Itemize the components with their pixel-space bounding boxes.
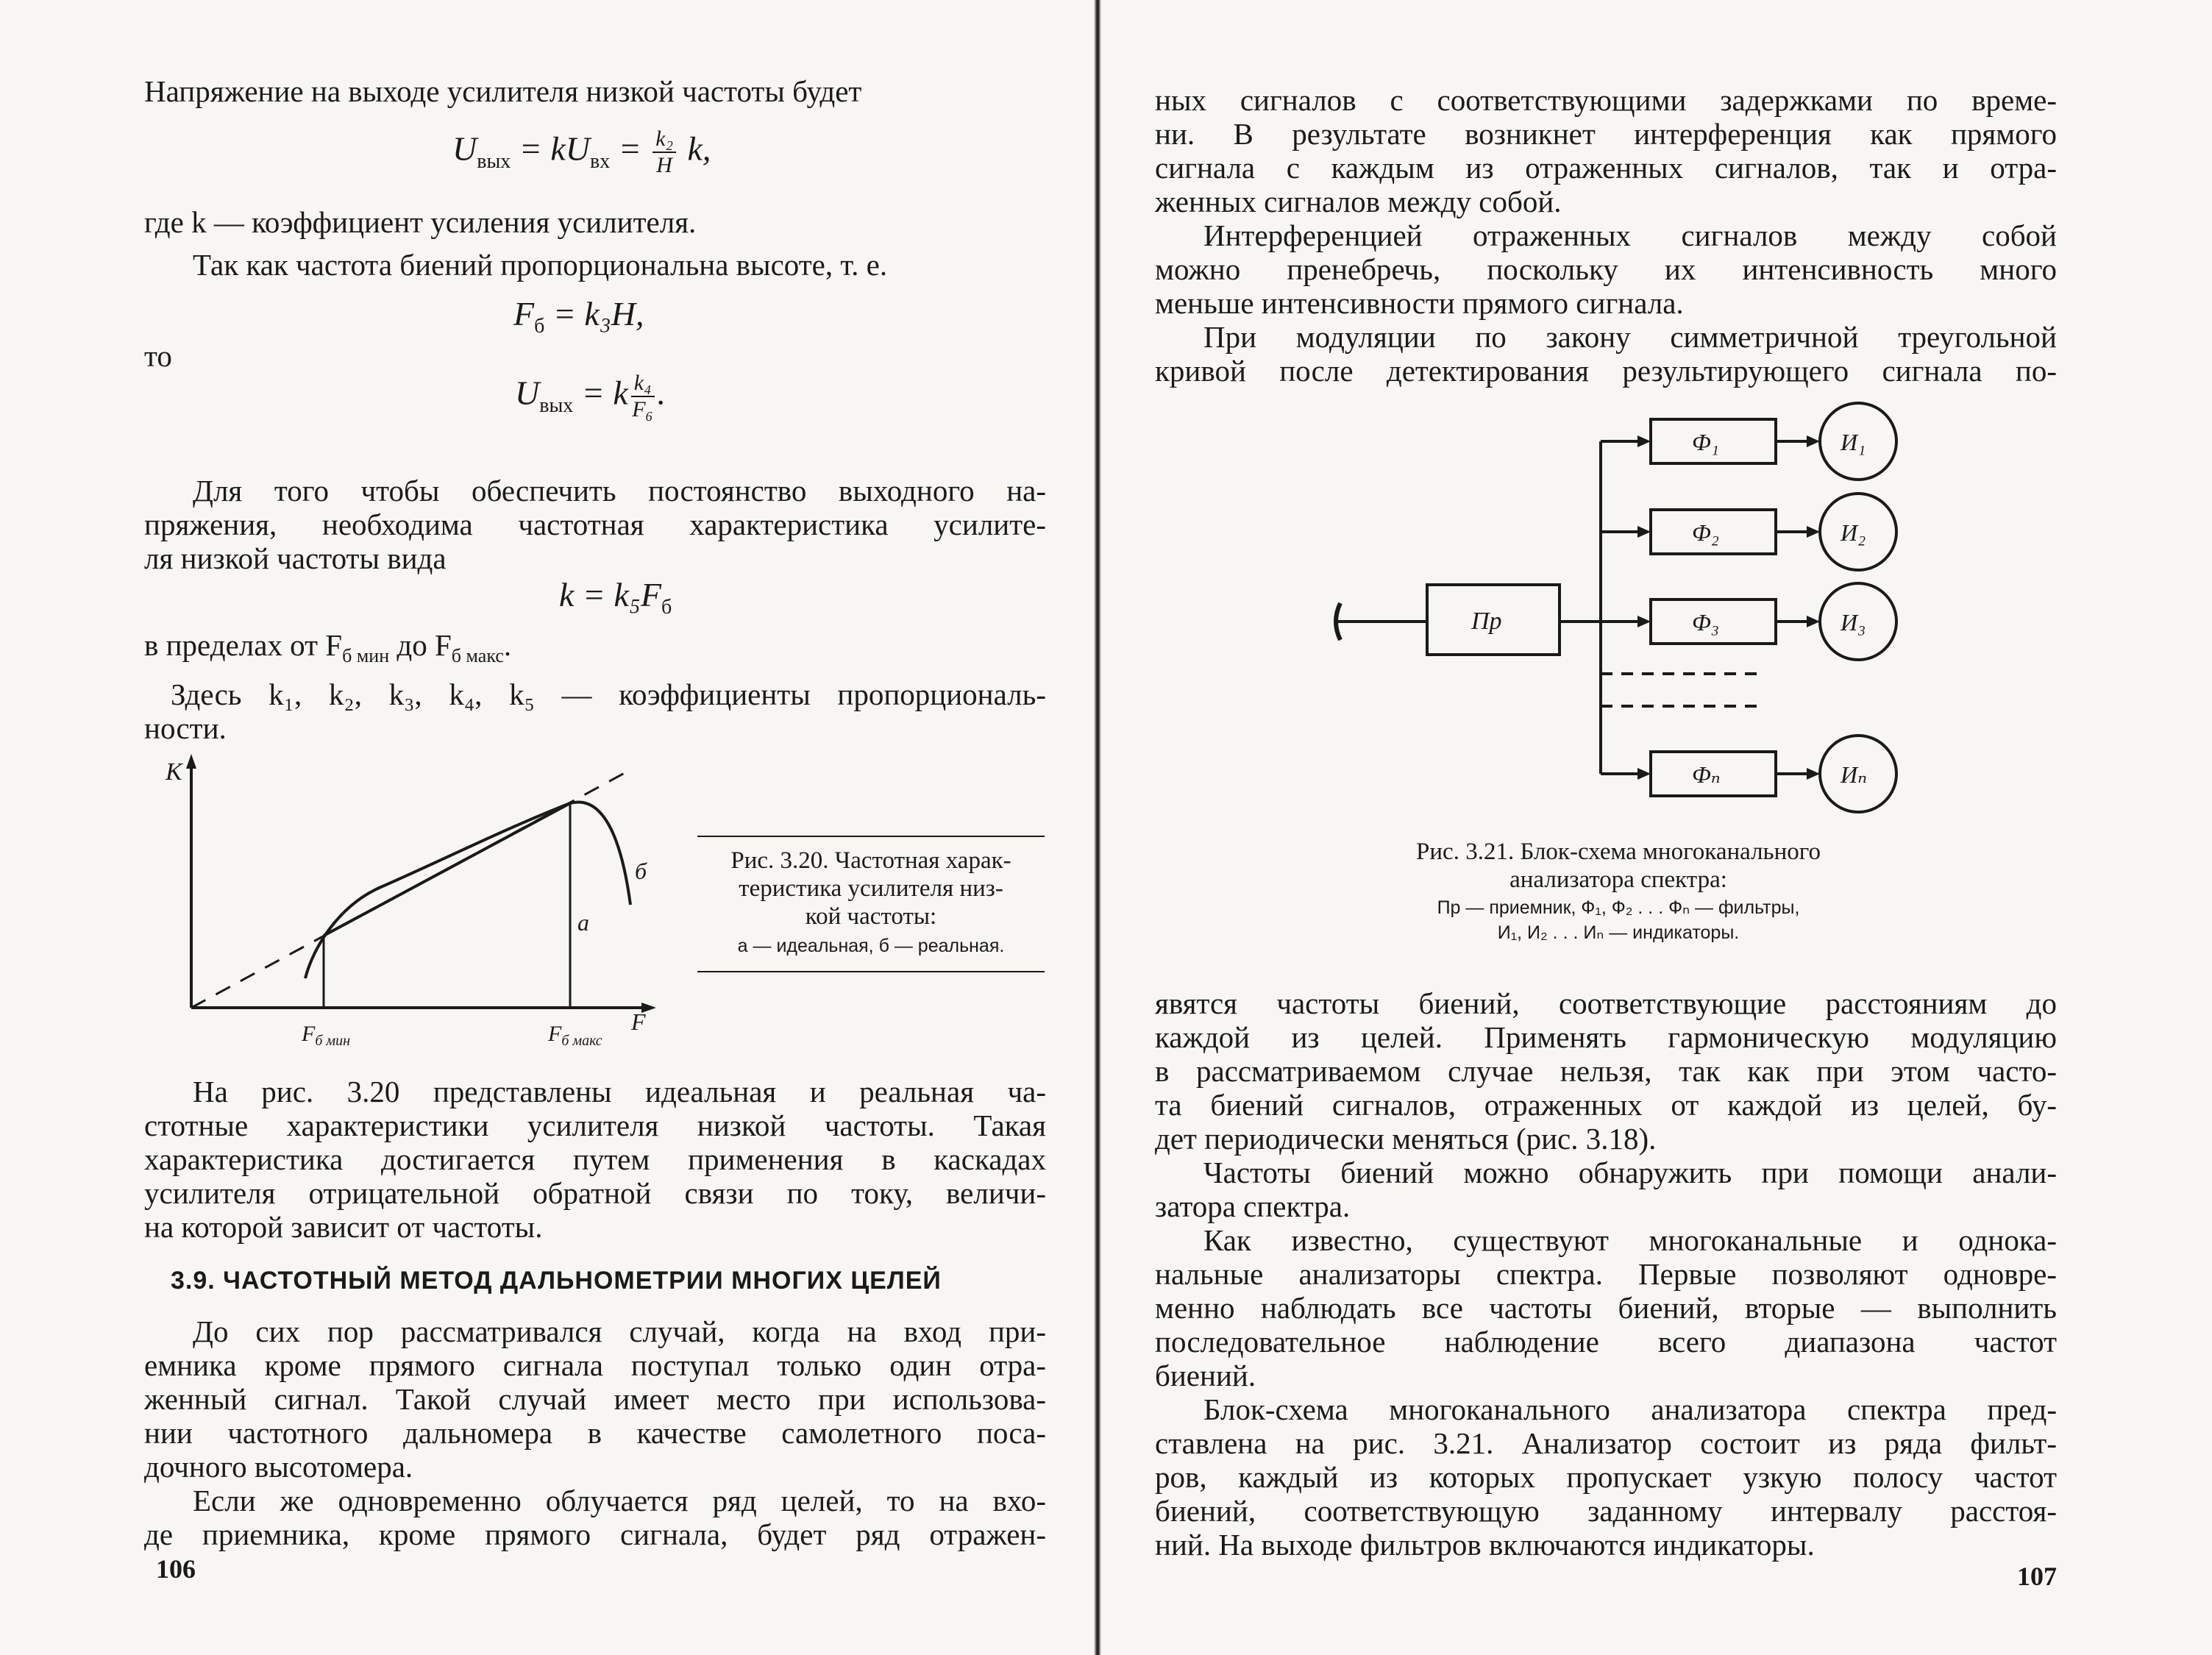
text-line: на которой зависит от частоты. bbox=[144, 1210, 543, 1244]
indicator-label-3: И₃ bbox=[1841, 609, 1866, 636]
arrow bbox=[1637, 526, 1651, 538]
fraction: $\frac{\text{k₄}}{\text{F₆}}$ bbox=[632, 371, 653, 421]
arrow bbox=[1807, 435, 1820, 447]
text-line: Блок-схема многоканального анализатора спектра пред- bbox=[1203, 1392, 2057, 1426]
text-line: де приемника, кроме прямого сигнала, будет ряд отражен- bbox=[144, 1517, 1046, 1551]
text-line: усилителя отрицательной обратной связи по току, величи- bbox=[144, 1176, 1046, 1210]
frequency-response-figure bbox=[162, 750, 691, 1059]
caption-rule-top bbox=[697, 836, 1045, 837]
text-line: менно наблюдать все частоты биений, вторые — выполнить bbox=[1155, 1291, 2057, 1325]
arrow bbox=[1807, 526, 1820, 538]
text-line: можно пренебречь, поскольку их интенсивность много bbox=[1155, 252, 2057, 286]
receiver-label: Пр bbox=[1471, 608, 1502, 635]
text-line: емника кроме прямого сигнала поступал только один отра- bbox=[144, 1348, 1046, 1382]
text-line: в пределах от $F_{б мин}$ до $F_{б макс}$. bbox=[144, 628, 512, 667]
text-line: ни. В результате возникнет интерференция как прямого bbox=[1155, 117, 2057, 151]
book-gutter bbox=[1094, 0, 1101, 1655]
text-line: нии частотного дальномера в качестве самолетного поса- bbox=[144, 1416, 1046, 1450]
text-line: дет периодически меняться (рис. 3.18). bbox=[1155, 1122, 1657, 1156]
spectrum-analyzer-block-diagram bbox=[1324, 397, 1986, 839]
figure-caption: Рис. 3.20. Частотная харак- bbox=[730, 847, 1011, 874]
arrow bbox=[1637, 435, 1651, 447]
text-line: женный сигнал. Такой случай имеет место при использова- bbox=[144, 1382, 1046, 1416]
filter-label-n: Фₙ bbox=[1692, 761, 1721, 788]
text-line: При модуляции по закону симметричной треугольной bbox=[1203, 320, 2057, 354]
fmin-tick-label: $F_{б мин}$ bbox=[302, 1022, 351, 1049]
text-line: та биений сигналов, отраженных от каждой из целей, бу- bbox=[1155, 1088, 2057, 1122]
curve-b-real bbox=[305, 802, 630, 978]
text-line: где k — коэффициент усиления усилителя. bbox=[144, 205, 697, 239]
caption-rule-bottom bbox=[697, 971, 1045, 972]
text-line: сигнала с каждым из отраженных сигналов, так и отра- bbox=[1155, 151, 2057, 185]
curve-a-label: а bbox=[577, 909, 589, 936]
text-line: На рис. 3.20 представлены идеальная и реальная ча- bbox=[193, 1075, 1046, 1108]
text-line: меньше интенсивности прямого сигнала. bbox=[1155, 286, 1684, 320]
text-line: последовательное наблюдение всего диапазона частот bbox=[1155, 1325, 2057, 1359]
indicator-label-1: И₁ bbox=[1841, 429, 1866, 455]
figure-caption-legend: а — идеальная, б — реальная. bbox=[737, 936, 1005, 956]
text-line: стотные характеристики усилителя низкой частоты. Такая bbox=[144, 1108, 1046, 1142]
text-line: Так как частота биений пропорциональна высоте, т. е. bbox=[193, 248, 888, 282]
filter-label-2: Ф₂ bbox=[1692, 519, 1719, 546]
text-line: До сих пор рассматривался случай, когда на вход при- bbox=[193, 1314, 1046, 1348]
text-line: женных сигналов между собой. bbox=[1155, 185, 1562, 218]
page-number: 106 bbox=[156, 1554, 196, 1584]
y-axis-label: K bbox=[166, 758, 182, 786]
text-line: биений. bbox=[1155, 1359, 1256, 1392]
text-line: Здесь k₁, k₂, k₃, k₄, k₅ — коэффициенты пропорциональ- bbox=[171, 677, 1046, 711]
text-line: ля низкой частоты вида bbox=[144, 541, 447, 575]
figure-caption: Рис. 3.21. Блок-схема многоканального bbox=[1416, 839, 1821, 865]
figure-caption: кой частоты: bbox=[805, 903, 937, 930]
text-line: Напряжение на выходе усилителя низкой частоты будет bbox=[144, 74, 862, 108]
text-line: биений, соответствующую заданному интервалу расстоя- bbox=[1155, 1494, 2057, 1528]
text-line: ности. bbox=[144, 711, 227, 745]
text-line: ных сигналов с соответствующими задержками по време- bbox=[1155, 83, 2057, 117]
text-line: явятся частоты биений, соответствующие расстояниям до bbox=[1155, 986, 2057, 1020]
formula-beat-frequency: $F_б = k_3H$, bbox=[513, 295, 644, 338]
text-line: пряжения, необходима частотная характеристика усилите- bbox=[144, 508, 1046, 541]
curve-b-label: б bbox=[635, 858, 647, 884]
text-line: Как известно, существуют многоканальные и однока- bbox=[1203, 1223, 2057, 1257]
formula-gain: $k = k_5F_б$ bbox=[559, 576, 672, 619]
arrow bbox=[1807, 616, 1820, 627]
section-heading: 3.9. ЧАСТОТНЫЙ МЕТОД ДАЛЬНОМЕТРИИ МНОГИХ ЦЕЛЕЙ bbox=[171, 1267, 942, 1295]
text-line: кривой после детектирования результирующего сигнала по- bbox=[1155, 354, 2057, 388]
curve-a-ideal bbox=[324, 803, 570, 936]
indicator-label-2: И₂ bbox=[1841, 519, 1866, 546]
fraction: $\frac{\text{k₂}}{H}$ bbox=[652, 127, 676, 178]
filter-label-3: Ф₃ bbox=[1692, 609, 1719, 636]
arrow bbox=[1637, 616, 1651, 627]
formula-output-voltage-2: $U_{вых} = k$ $\frac{\text{k₄}}{\text{F₆}}$ . bbox=[515, 371, 666, 421]
y-axis-arrow bbox=[186, 754, 196, 769]
x-axis-label: F bbox=[631, 1008, 646, 1035]
text-line: Если же одновременно облучается ряд целей, то на вхо- bbox=[193, 1484, 1046, 1517]
filter-label-1: Ф₁ bbox=[1692, 429, 1719, 455]
text-line: Интерференцией отраженных сигналов между собой bbox=[1203, 218, 2057, 252]
text-line: дочного высотомера. bbox=[144, 1450, 413, 1484]
text-line: характеристика достигается путем применения в каскадах bbox=[144, 1142, 1046, 1176]
text-line: затора спектра. bbox=[1155, 1189, 1351, 1223]
figure-caption-legend: И₁, И₂ . . . Иₙ — индикаторы. bbox=[1497, 922, 1740, 943]
text-line: каждой из целей. Применять гармоническую модуляцию bbox=[1155, 1020, 2057, 1054]
arrow bbox=[1807, 768, 1820, 780]
formula-output-voltage: $U_{вых} = kU_{вх}$ = $\frac{\text{k₂}}{H}$ k, bbox=[452, 127, 711, 177]
text-line: в рассматриваемом случае нельзя, так как при этом часто- bbox=[1155, 1054, 2057, 1088]
page-number: 107 bbox=[2017, 1562, 2057, 1591]
text-line: Для того чтобы обеспечить постоянство выходного на- bbox=[193, 474, 1046, 508]
indicator-label-n: Иₙ bbox=[1841, 761, 1868, 788]
figure-caption-legend: Пр — приемник, Ф₁, Ф₂ . . . Фₙ — фильтры, bbox=[1437, 897, 1800, 918]
left-page bbox=[0, 0, 1096, 1655]
text-line: нальные анализаторы спектра. Первые позволяют одновре- bbox=[1155, 1257, 2057, 1291]
arrow bbox=[1637, 768, 1651, 780]
text-line: то bbox=[144, 339, 172, 373]
text-line: ставлена на рис. 3.21. Анализатор состоит из ряда фильт- bbox=[1155, 1426, 2057, 1460]
right-page bbox=[1103, 0, 2212, 1655]
text-line: ний. На выходе фильтров включаются индикаторы. bbox=[1155, 1528, 1815, 1562]
figure-caption: теристика усилителя низ- bbox=[739, 875, 1003, 902]
text-line: ров, каждый из которых пропускает узкую полосу частот bbox=[1155, 1460, 2057, 1494]
figure-caption: анализатора спектра: bbox=[1509, 866, 1727, 893]
fmax-tick-label: $F_{б макс}$ bbox=[548, 1022, 602, 1049]
text-line: Частоты биений можно обнаружить при помощи анали- bbox=[1203, 1156, 2057, 1189]
